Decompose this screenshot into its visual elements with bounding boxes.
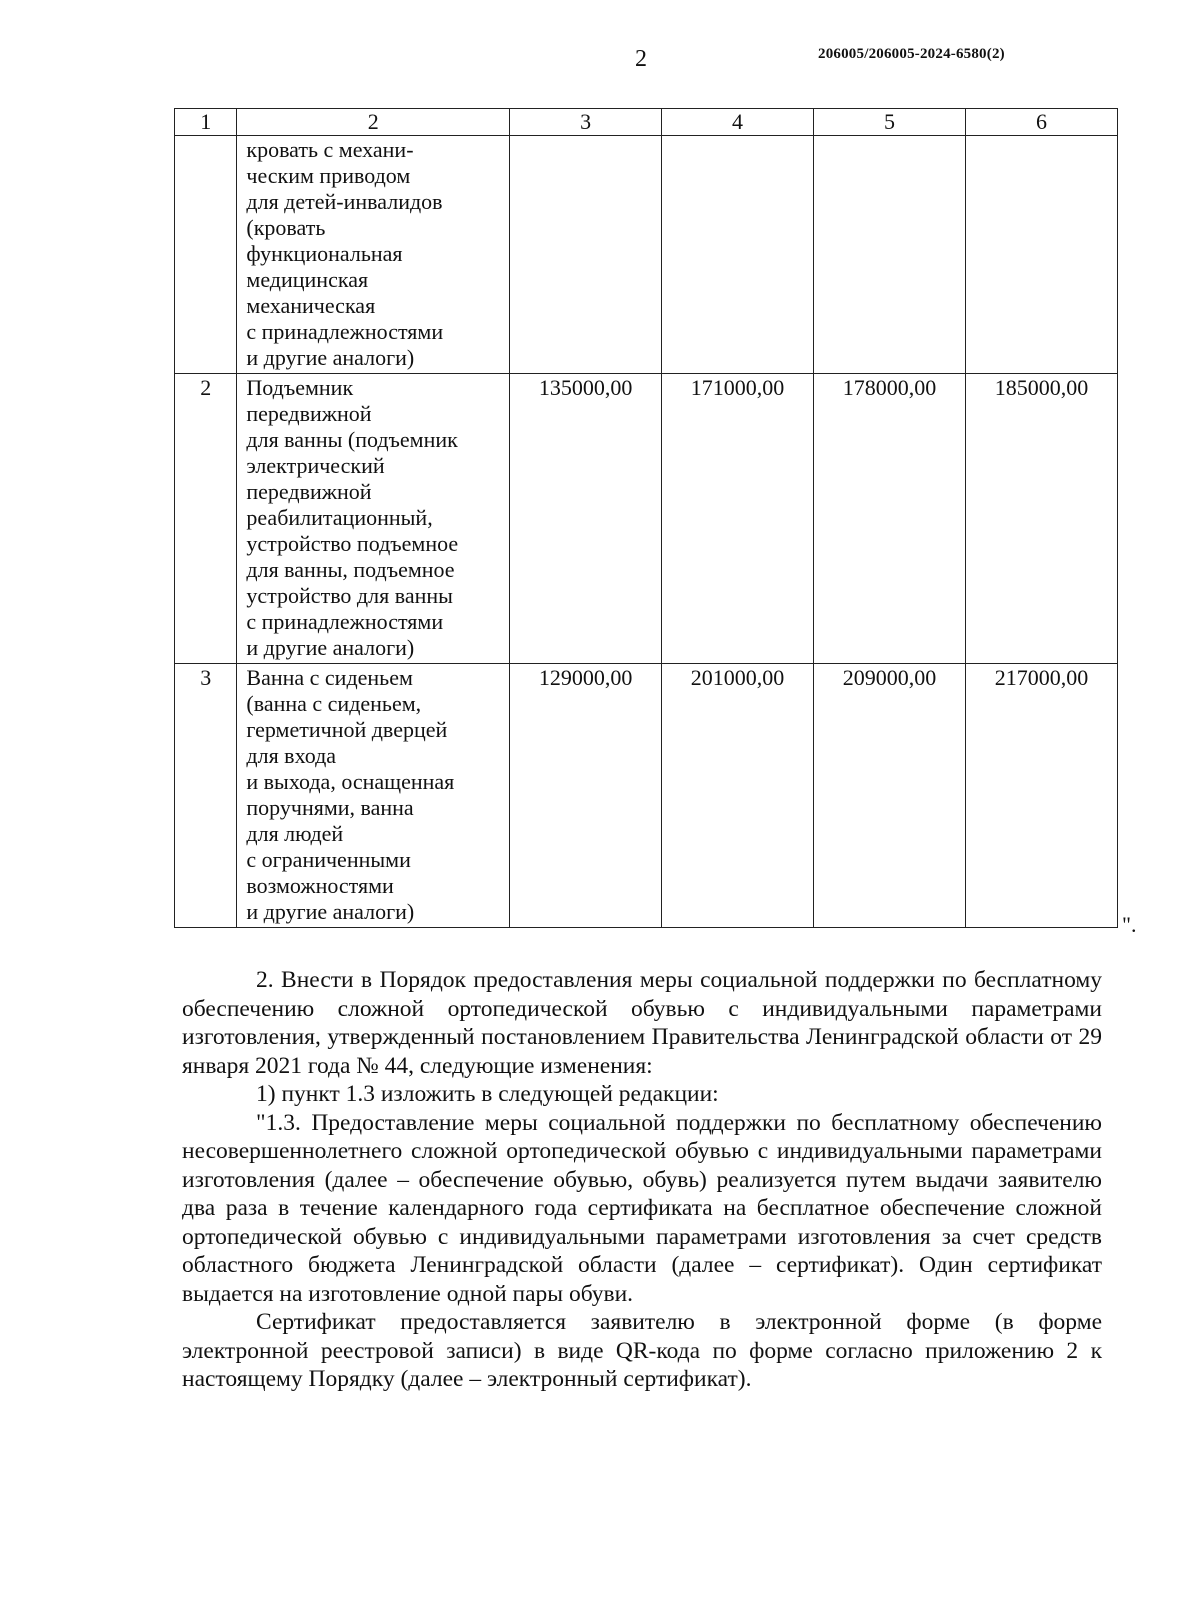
row-number: 2 [175,374,237,664]
table-row [175,136,1118,374]
column-header: 4 [662,109,814,136]
item-name: Ванна с сиденьем (ванна с сиденьем, герметичной дверцей для входа и выхода, оснащенная поручнями, ванна для людей с ограниченными возможностями и другие аналоги) [237,664,510,928]
item-name: кровать с механи- ческим приводом для детей-инвалидов (кровать функциональная медицинская механическая с принадлежностями и другие аналоги) [237,136,510,374]
price-cell: 135000,00 [510,374,662,664]
price-cell [662,136,814,374]
column-header: 1 [175,109,237,136]
price-cell [965,136,1117,374]
price-cell [510,136,662,374]
body-text [182,966,1102,1394]
price-table [174,108,1118,928]
document-id: 206005/206005-2024-6580(2) [818,46,1005,62]
paragraph-2-item-1: 1) пункт 1.3 изложить в следующей редакции: [256,1081,719,1107]
paragraph-1-3: "1.3. Предоставление меры социальной поддержки по бесплатному обеспечению несовершеннолетнего сложной ортопедической обувью с индивидуальными параметрами изготовления (далее – обеспечение обувью, обувь) реализуется путем выдачи заявителю два раза в течение календарного года сертификата на бесплатное обеспечение сложной ортопедической обувью с индивидуальными параметрами изготовления за счет средств областного бюджета Ленинградской области (далее – сертификат). Один сертификат выдается на изготовление одной пары обуви. [182,1109,1102,1307]
paragraph-certificate: Сертификат предоставляется заявителю в электронной форме (в форме электронной реестровой записи) в виде QR-кода по форме согласно приложению 2 к настоящему Порядку (далее – электронный сертификат). [182,1309,1102,1392]
price-cell: 209000,00 [814,664,966,928]
table-row [175,374,1118,664]
price-cell: 201000,00 [662,664,814,928]
closing-quote-mark: ". [1122,912,1137,937]
price-cell: 185000,00 [965,374,1117,664]
paragraph-2: 2. Внести в Порядок предоставления меры социальной поддержки по бесплатному обеспечению сложной ортопедической обувью с индивидуальными параметрами изготовления, утвержденный постановлением Правительства Ленинградской области от 29 января 2021 года № 44, следующие изменения: [182,967,1102,1079]
price-cell: 171000,00 [662,374,814,664]
price-cell: 178000,00 [814,374,966,664]
column-header: 2 [237,109,510,136]
table-row [175,664,1118,928]
price-cell: 129000,00 [510,664,662,928]
table-header-row [175,109,1118,136]
row-number: 3 [175,664,237,928]
column-header: 6 [965,109,1117,136]
column-header: 3 [510,109,662,136]
page-number: 2 [635,46,647,72]
row-number [175,136,237,374]
item-name: Подъемник передвижной для ванны (подъемник электрический передвижной реабилитационный, устройство подъемное для ванны, подъемное устройство для ванны с принадлежностями и другие аналоги) [237,374,510,664]
price-cell [814,136,966,374]
price-cell: 217000,00 [965,664,1117,928]
column-header: 5 [814,109,966,136]
